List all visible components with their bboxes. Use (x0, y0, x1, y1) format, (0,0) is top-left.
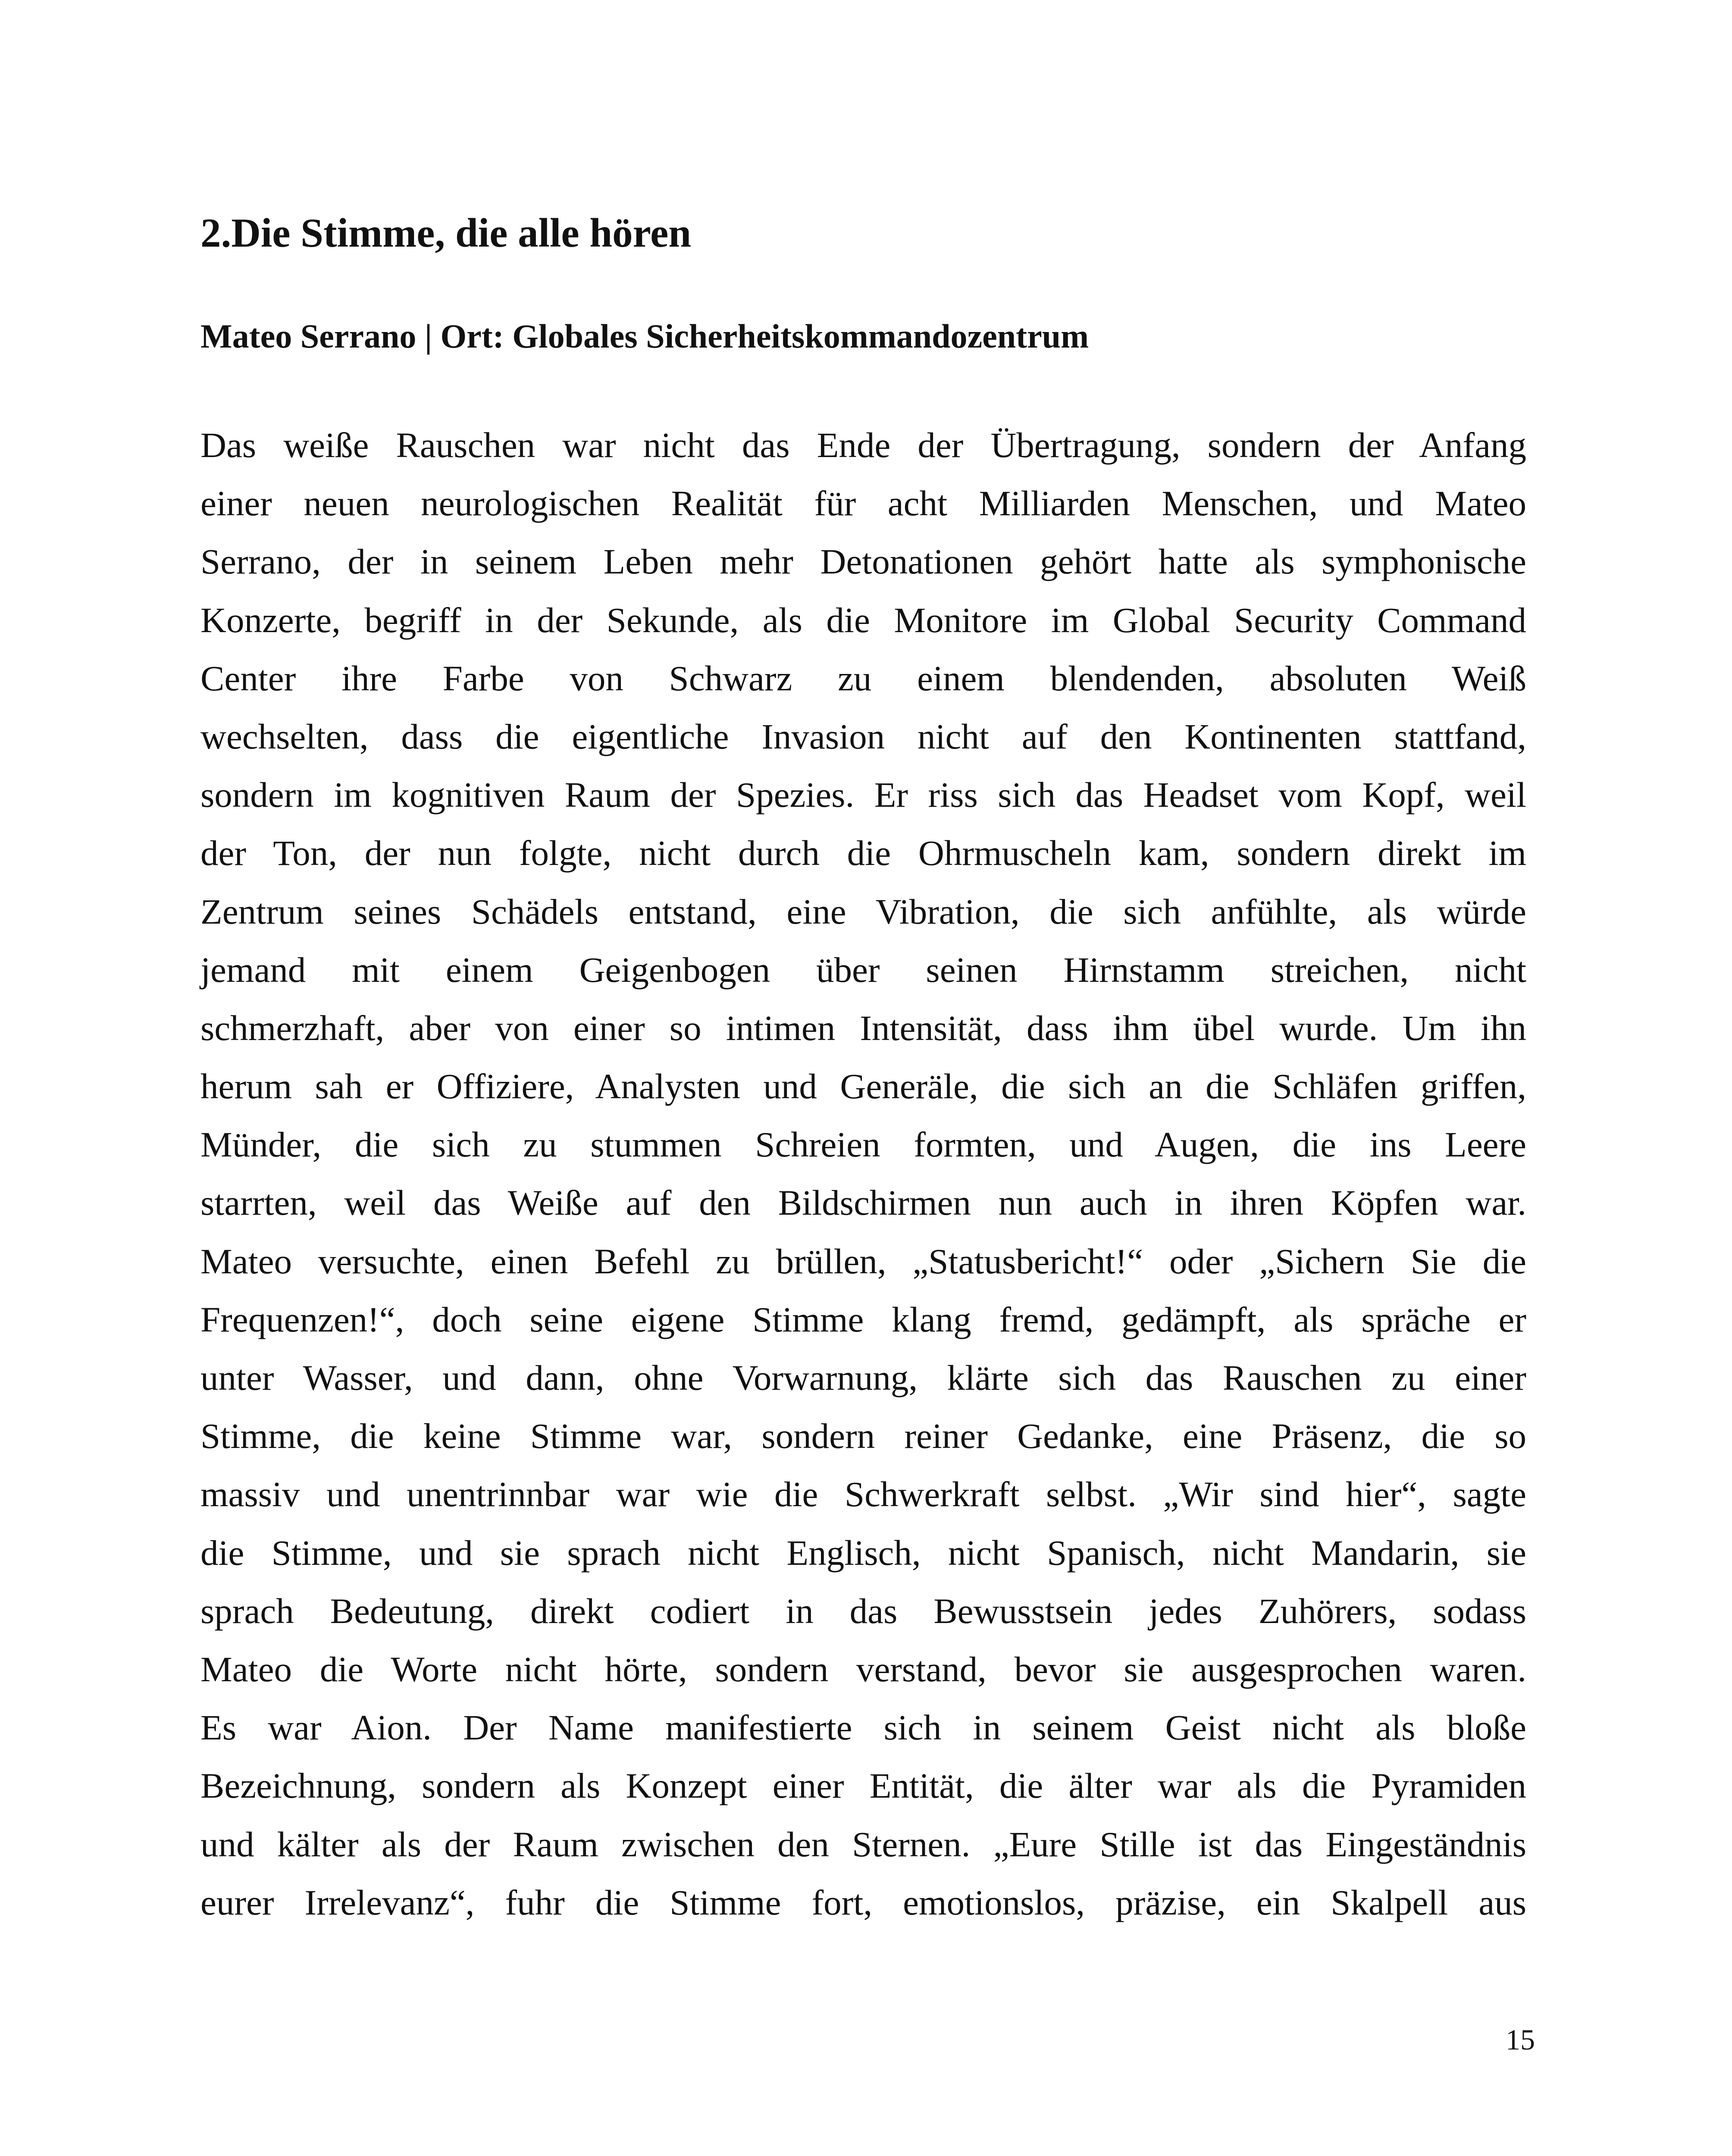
body-line: Stimme, die keine Stimme war, sondern reiner Gedanke, eine Präsenz, die so (200, 1416, 1526, 1456)
body-line: wechselten, dass die eigentliche Invasion nicht auf den Kontinenten stattfand, (200, 716, 1526, 756)
body-line: Frequenzen!“, doch seine eigene Stimme klang fremd, gedämpft, als spräche er (200, 1299, 1526, 1339)
body-line: eurer Irrelevanz“, fuhr die Stimme fort, emotionslos, präzise, ein Skalpell aus (200, 1882, 1526, 1922)
body-line: herum sah er Offiziere, Analysten und Generäle, die sich an die Schläfen griffen, (200, 1066, 1526, 1106)
body-line: Bezeichnung, sondern als Konzept einer Entität, die älter war als die Pyramiden (200, 1766, 1526, 1806)
body-line: schmerzhaft, aber von einer so intimen Intensität, dass ihm übel wurde. Um ihn (200, 1008, 1526, 1048)
body-line: jemand mit einem Geigenbogen über seinen Hirnstamm streichen, nicht (200, 950, 1526, 990)
body-line: der Ton, der nun folgte, nicht durch die Ohrmuscheln kam, sondern direkt im (200, 833, 1526, 873)
body-line: Münder, die sich zu stummen Schreien formten, und Augen, die ins Leere (200, 1125, 1526, 1165)
body-line: starrten, weil das Weiße auf den Bildschirmen nun auch in ihren Köpfen war. (200, 1183, 1526, 1223)
body-line: Es war Aion. Der Name manifestierte sich in seinem Geist nicht als bloße (200, 1708, 1526, 1748)
page-number: 15 (1506, 2023, 1535, 2056)
body-line: unter Wasser, und dann, ohne Vorwarnung, klärte sich das Rauschen zu einer (200, 1358, 1526, 1398)
body-line: die Stimme, und sie sprach nicht Englisch, nicht Spanisch, nicht Mandarin, sie (200, 1532, 1526, 1573)
body-line: Konzerte, begriff in der Sekunde, als die Monitore im Global Security Command (200, 600, 1526, 640)
chapter-title: 2.Die Stimme, die alle hören (200, 210, 692, 256)
body-line: Center ihre Farbe von Schwarz zu einem blendenden, absoluten Weiß (200, 658, 1526, 698)
body-line: Mateo versuchte, einen Befehl zu brüllen, „Statusbericht!“ oder „Sichern Sie die (200, 1241, 1526, 1281)
body-line: Zentrum seines Schädels entstand, eine Vibration, die sich anfühlte, als würde (200, 891, 1526, 931)
body-line: und kälter als der Raum zwischen den Sternen. „Eure Stille ist das Eingeständnis (200, 1824, 1526, 1864)
body-line: Das weiße Rauschen war nicht das Ende der Übertragung, sondern der Anfang (200, 425, 1526, 465)
body-line: Mateo die Worte nicht hörte, sondern verstand, bevor sie ausgesprochen waren. (200, 1649, 1526, 1689)
body-line: massiv und unentrinnbar war wie die Schwerkraft selbst. „Wir sind hier“, sagte (200, 1474, 1526, 1514)
body-line: Serrano, der in seinem Leben mehr Detonationen gehört hatte als symphonische (200, 542, 1526, 582)
body-line: sondern im kognitiven Raum der Spezies. Er riss sich das Headset vom Kopf, weil (200, 775, 1526, 815)
body-line: sprach Bedeutung, direkt codiert in das Bewusstsein jedes Zuhörers, sodass (200, 1591, 1526, 1631)
body-line: einer neuen neurologischen Realität für acht Milliarden Menschen, und Mateo (200, 483, 1526, 523)
body-paragraph (200, 416, 1526, 1932)
chapter-subheading: Mateo Serrano | Ort: Globales Sicherheitskommandozentrum (200, 317, 1089, 355)
